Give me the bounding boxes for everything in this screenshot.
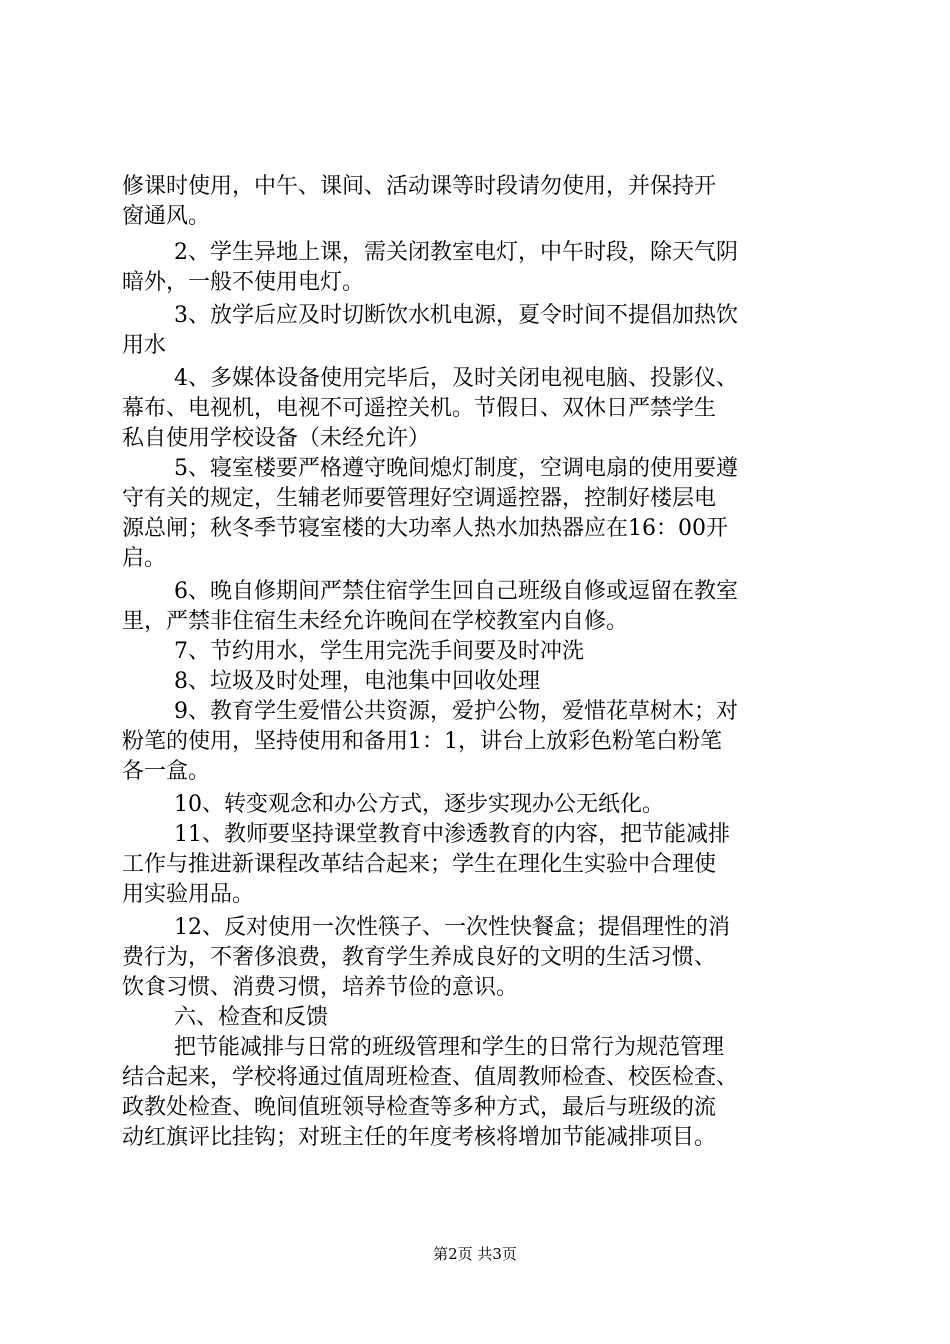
text-line: 7、节约用水，学生用完洗手间要及时冲洗 [174,639,584,664]
text-line: 12、反对使用一次性筷子、一次性快餐盒；提倡理性的消 [174,915,730,940]
text-line: 幕布、电视机，电视不可遥控关机。节假日、双休日严禁学生 [122,396,717,421]
text-line: 费行为，不奢侈浪费，教育学生养成良好的文明的生活习惯、 [122,945,717,970]
page-number: 第2页 共3页 [433,1245,517,1263]
text-line: 私自使用学校设备（未经允许） [122,426,431,451]
text-line: 4、多媒体设备使用完毕后，及时关闭电视电脑、投影仪、 [174,366,738,391]
text-line: 5、寝室楼要严格遵守晚间熄灯制度，空调电扇的使用要遵 [174,456,738,481]
text-line: 6、晚自修期间严禁住宿学生回自己班级自修或逗留在教室 [174,579,738,604]
text-line: 修课时使用，中午、课间、活动课等时段请勿使用，并保持开 [122,174,717,199]
text-line: 用实验用品。 [122,882,255,907]
text-line: 把节能减排与日常的班级管理和学生的日常行为规范管理 [174,1035,725,1060]
text-line: 饮食习惯、消费习惯，培养节俭的意识。 [122,975,519,1000]
text-line: 里，严禁非住宿生未经允许晚间在学校教室内自修。 [122,609,629,634]
text-line: 动红旗评比挂钩；对班主任的年度考核将增加节能减排项目。 [122,1125,717,1150]
text-line: 11、教师要坚持课堂教育中渗透教育的内容，把节能减排 [174,822,730,847]
section-heading: 六、检查和反馈 [174,1005,329,1030]
text-line: 10、转变观念和办公方式，逐步实现办公无纸化。 [174,792,664,817]
text-line: 8、垃圾及时处理，电池集中回收处理 [174,669,540,694]
text-line: 粉笔的使用，坚持使用和备用1：1，讲台上放彩色粉笔白粉笔 [122,729,722,754]
text-line: 窗通风。 [122,204,211,229]
text-line: 结合起来，学校将通过值周班检查、值周教师检查、校医检查、 [122,1065,739,1090]
text-line: 3、放学后应及时切断饮水机电源，夏令时间不提倡加热饮 [174,303,738,328]
text-line: 政教处检查、晚间值班领导检查等多种方式，最后与班级的流 [122,1095,717,1120]
text-line: 守有关的规定，生辅老师要管理好空调遥控器，控制好楼层电 [122,486,717,511]
text-line: 9、教育学生爱惜公共资源，爱护公物，爱惜花草树木；对 [174,699,738,724]
text-line: 源总闸；秋冬季节寝室楼的大功率人热水加热器应在16：00开 [122,516,728,541]
text-line: 工作与推进新课程改革结合起来；学生在理化生实验中合理使 [122,852,717,877]
text-line: 用水 [122,333,167,358]
text-line: 暗外，一般不使用电灯。 [122,270,365,295]
text-line: 2、学生异地上课，需关闭教室电灯，中午时段，除天气阴 [174,240,738,265]
text-line: 各一盒。 [122,759,211,784]
text-line: 启。 [122,546,167,571]
